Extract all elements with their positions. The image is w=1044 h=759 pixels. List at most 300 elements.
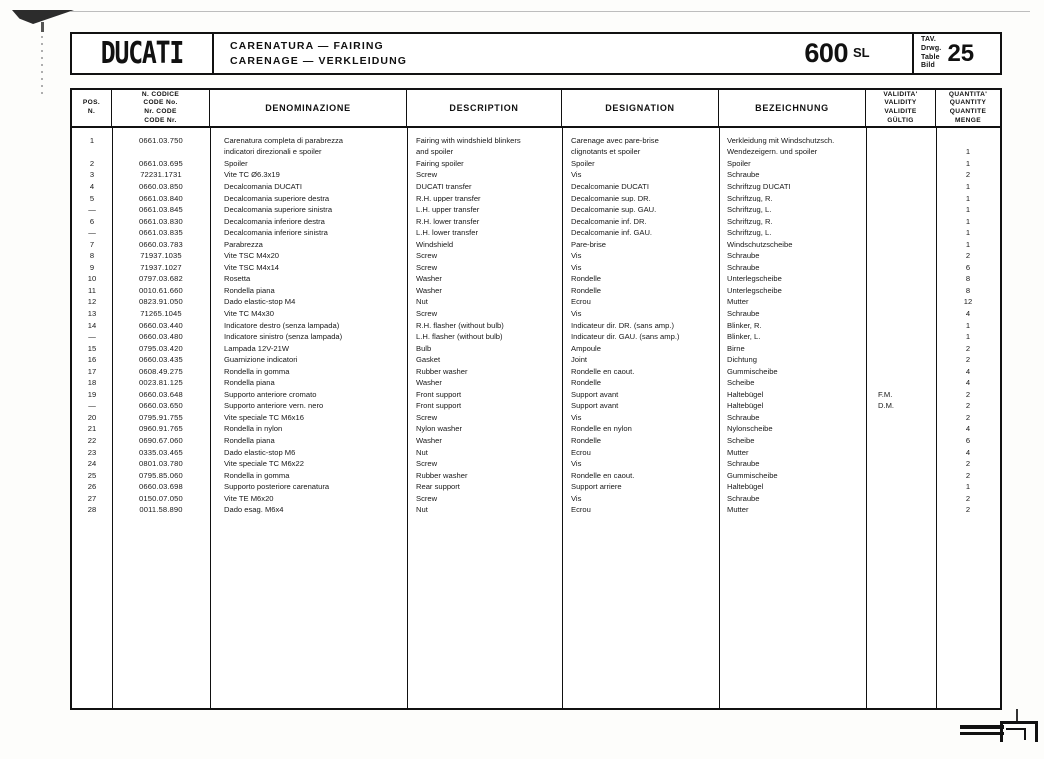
cell-designation: clignotants et spoiler [571,148,641,157]
table-number-labels [921,36,941,70]
cell-bezeichnung: Schriftzug, R. [727,217,773,226]
cell-denominazione: Vite TC Ø6.3x19 [224,171,280,180]
cell-part-code: 0661.03.840 [139,194,183,203]
cell-position: 28 [87,506,97,515]
cell-quantity: 2 [965,413,971,422]
cell-position: 2 [89,159,95,168]
cell-designation: Pare-brise [571,240,607,249]
cell-quantity: 1 [965,333,971,342]
table-row [72,505,1000,517]
cell-designation: Rondelle [571,437,601,445]
cell-position: 16 [87,356,97,365]
cell-position: 23 [87,448,97,457]
cell-designation: Carenage avec pare-brise [571,136,659,145]
table-row [72,147,1000,159]
cell-denominazione: Dado elastic-stop M6 [224,448,296,457]
cell-part-code: 0023.81.125 [139,379,183,388]
cell-part-code: 0690.67.060 [139,437,183,445]
table-row [72,193,1000,205]
cell-quantity: 2 [965,460,971,469]
table-body [72,128,1000,708]
cell-description: Rear support [416,483,460,492]
cell-designation: Spoiler [571,159,595,168]
cell-description: Screw [416,309,438,318]
table-number-block [914,34,1000,73]
table-row [72,308,1000,320]
cell-description: L.H. flasher (without bulb) [416,333,503,342]
cell-designation: Decalcomanie DUCATI [571,182,649,191]
printer-mark-icon [960,719,1036,741]
cell-part-code: 0661.03.695 [139,159,183,168]
cell-denominazione: Vite speciale TC M6x16 [224,413,304,422]
cell-bezeichnung: Mutter [727,506,749,515]
cell-bezeichnung: Schriftzug, L. [727,229,772,238]
cell-denominazione: Rondella in nylon [224,425,283,434]
cell-quantity: 1 [965,148,971,157]
cell-quantity: 4 [965,309,971,318]
parts-row-list [72,128,1000,516]
cell-description: Washer [416,379,442,388]
cell-bezeichnung: Mutter [727,448,749,457]
cell-quantity: 2 [965,344,971,353]
table-row [72,389,1000,401]
cell-description: Bulb [416,344,432,353]
cell-designation: Indicateur dir. DR. (sans amp.) [571,321,674,330]
cell-designation: Support avant [571,402,619,411]
table-row [72,181,1000,193]
cell-designation: Rondelle [571,275,601,284]
cell-description: Screw [416,171,438,180]
cell-description: Washer [416,437,442,445]
table-row [72,274,1000,286]
cell-designation: Vis [571,263,582,272]
cell-quantity: 8 [965,286,971,295]
cell-bezeichnung: Haltebügel [727,390,764,399]
cell-description: Rubber washer [416,367,468,376]
cell-description: Front support [416,402,462,411]
cell-quantity: 2 [965,390,971,399]
cell-description: Nut [416,298,428,307]
cell-bezeichnung: Mutter [727,298,749,307]
cell-part-code: 72231.1731 [140,171,182,180]
cell-description: L.H. upper transfer [416,206,480,215]
cell-denominazione: Parabrezza [224,240,263,249]
cell-denominazione: Supporto posteriore carenatura [224,483,330,492]
cell-quantity: 12 [963,298,973,307]
cell-position: 21 [87,425,97,434]
table-row [72,366,1000,378]
cell-denominazione: Spoiler [224,159,248,168]
column-header-code [112,90,210,126]
cell-denominazione: Vite TSC M4x20 [224,252,280,261]
cell-denominazione: Decalcomania inferiore destra [224,217,325,226]
cell-part-code: 0797.03.682 [139,275,183,284]
cell-description: Nylon washer [416,425,463,434]
cell-bezeichnung: Schriftzug, L. [727,206,772,215]
cell-denominazione: Carenatura completa di parabrezza [224,136,344,145]
cell-quantity: 2 [965,471,971,480]
table-row [72,424,1000,436]
table-row [72,401,1000,413]
cell-designation: Joint [571,356,588,365]
code-label-it: N. CODICE [141,90,180,98]
cell-bezeichnung: Schraube [727,494,760,503]
cell-denominazione: Rondella piana [224,379,275,388]
scan-artifact-dots [41,36,43,96]
cell-position: 27 [87,494,97,503]
cell-description: R.H. lower transfer [416,217,480,226]
model-designation [762,34,914,73]
cell-position: 11 [88,286,96,295]
table-number-value: 25 [947,39,975,67]
cell-designation: Decalcomanie sup. GAU. [571,206,657,215]
title-line-italian-english: CARENATURA — FAIRING [230,39,384,52]
cell-designation: Vis [571,252,582,261]
cell-bezeichnung: Unterlegscheibe [727,275,782,284]
cell-part-code: 0795.03.420 [139,344,183,353]
cell-description: R.H. flasher (without bulb) [416,321,504,330]
cell-bezeichnung: Unterlegscheibe [727,286,782,295]
table-row [72,458,1000,470]
cell-designation: Ecrou [571,506,591,515]
cell-position: 22 [87,437,97,445]
page-top-rule [70,11,1030,12]
cell-part-code: 0660.03.480 [139,333,183,342]
cell-designation: Vis [571,413,582,422]
cell-bezeichnung: Schraube [727,460,760,469]
scan-artifact-tail [41,22,44,32]
cell-position: 25 [87,471,97,480]
pos-label-1: POS. [82,99,101,107]
cell-part-code: 71937.1027 [140,263,182,272]
table-row [72,377,1000,389]
cell-position: 20 [87,413,97,422]
cell-denominazione: Supporto anteriore cromato [224,390,317,399]
document-header [70,32,1002,75]
cell-denominazione: Vite speciale TC M6x22 [224,460,304,469]
cell-denominazione: Rondella in gomma [224,367,290,376]
cell-quantity: 4 [965,448,971,457]
cell-denominazione: Vite TE M6x20 [224,494,274,503]
cell-designation: Ecrou [571,448,591,457]
cell-denominazione: Decalcomania superiore destra [224,194,330,203]
cell-bezeichnung: Gummischeibe [727,367,778,376]
table-row [72,297,1000,309]
cell-description: Nut [416,506,428,515]
cell-designation: Rondelle en caout. [571,367,635,376]
cell-denominazione: Decalcomania inferiore sinistra [224,229,328,238]
code-label-en: CODE No. [143,99,178,107]
cell-part-code: 71937.1035 [140,252,182,261]
cell-designation: Decalcomanie inf. DR. [571,217,647,226]
cell-validity: F.M. [878,390,893,399]
cell-position: 14 [87,321,97,330]
cell-bezeichnung: Blinker, R. [727,321,762,330]
column-header-designation: DESIGNATION [562,90,719,126]
column-header-description: DESCRIPTION [407,90,562,126]
table-column-headers [72,90,1000,128]
cell-part-code: 0801.03.780 [139,460,183,469]
ducati-logo [72,34,214,73]
cell-quantity: 1 [965,206,971,215]
cell-position: 17 [87,367,97,376]
table-row [72,227,1000,239]
cell-description: Nut [416,448,428,457]
cell-position: 9 [89,263,95,272]
cell-position: 8 [89,252,95,261]
table-row [72,135,1000,147]
cell-quantity: 2 [965,171,971,180]
cell-bezeichnung: Scheibe [727,379,755,388]
cell-quantity: 1 [965,321,971,330]
cell-denominazione: indicatori direzionali e spoiler [224,148,322,157]
cell-bezeichnung: Blinker, L. [727,333,761,342]
cell-bezeichnung: Schraube [727,309,760,318]
parts-table [70,88,1002,710]
label-table: Table [921,53,940,61]
cell-description: Windshield [416,240,454,249]
cell-denominazione: Decalcomania superiore sinistra [224,206,333,215]
cell-part-code: 0661.03.830 [139,217,183,226]
cell-quantity: 1 [965,159,971,168]
cell-description: Fairing with windshield blinkers [416,136,521,145]
cell-bezeichnung: Windschutzscheibe [727,240,793,249]
cell-designation: Ecrou [571,298,591,307]
cell-quantity: 8 [965,275,971,284]
cell-denominazione: Rosetta [224,275,251,284]
cell-quantity: 6 [965,263,971,272]
column-header-validity [866,90,936,126]
cell-description: Washer [416,286,442,295]
cell-position: 18 [87,379,97,388]
table-row [72,354,1000,366]
cell-description: Front support [416,390,462,399]
quantity-label-it: QUANTITA' [948,90,988,98]
quantity-label-de: MENGE [955,116,981,124]
pos-label-2: N. [87,108,96,115]
table-row [72,481,1000,493]
cell-position: 6 [89,217,95,226]
cell-bezeichnung: Haltebügel [727,402,764,411]
quantity-label-en: QUANTITY [949,99,987,107]
validity-label-fr: VALIDITE [884,108,917,115]
model-suffix: SL [852,45,870,60]
table-row [72,250,1000,262]
cell-part-code: 0660.03.440 [139,321,183,330]
table-row [72,170,1000,182]
cell-description: Washer [416,275,442,284]
cell-position: 24 [87,460,97,469]
cell-denominazione: Rondella piana [224,286,275,295]
cell-bezeichnung: Verkleidung mit Windschutzsch. [727,136,835,145]
cell-part-code: 71265.1045 [140,309,182,318]
cell-part-code: 0795.85.060 [139,471,183,480]
cell-bezeichnung: Schriftzug, R. [727,194,773,203]
table-row [72,493,1000,505]
cell-part-code: 0011.58.890 [139,506,183,515]
cell-position: 10 [87,275,97,284]
cell-validity: D.M. [878,402,895,411]
table-row [72,435,1000,447]
cell-designation: Vis [571,494,582,503]
cell-description: and spoiler [416,148,454,157]
cell-denominazione: Decalcomania DUCATI [224,182,302,191]
cell-denominazione: Supporto anteriore vern. nero [224,402,324,411]
cell-designation: Vis [571,460,582,469]
cell-designation: Rondelle en caout. [571,471,635,480]
validity-label-de: GÜLTIG [887,116,914,124]
cell-position: — [88,206,96,215]
cell-position: — [88,333,96,342]
column-header-quantity [936,90,1000,126]
code-label-fr: CODE Nr. [144,116,177,124]
title-line-french-german: CARENAGE — VERKLEIDUNG [230,54,408,67]
cell-designation: Indicateur dir. GAU. (sans amp.) [571,333,680,342]
cell-quantity: 2 [965,506,971,515]
table-row [72,204,1000,216]
cell-bezeichnung: Dichtung [727,356,757,365]
cell-quantity: 1 [965,483,971,492]
quantity-label-fr: QUANTITE [949,108,987,115]
table-row [72,262,1000,274]
cell-denominazione: Rondella piana [224,437,275,445]
cell-part-code: 0335.03.465 [139,448,183,457]
cell-quantity: 4 [965,425,971,434]
cell-bezeichnung: Schraube [727,263,760,272]
cell-bezeichnung: Schraube [727,413,760,422]
cell-part-code: 0661.03.845 [139,206,183,215]
cell-part-code: 0795.91.755 [139,413,183,422]
table-row [72,158,1000,170]
cell-quantity: 2 [965,356,971,365]
cell-quantity: 1 [965,229,971,238]
cell-part-code: 0960.91.765 [139,425,183,434]
cell-description: Rubber washer [416,471,468,480]
cell-denominazione: Guarnizione indicatori [224,356,298,365]
cell-part-code: 0660.03.698 [139,483,183,492]
cell-position: — [88,229,96,238]
cell-description: Screw [416,494,438,503]
cell-description: L.H. lower transfer [416,229,479,238]
model-number: 600 [804,38,848,68]
cell-description: DUCATI transfer [416,182,472,191]
cell-part-code: 0823.91.050 [139,298,183,307]
table-row [72,285,1000,297]
cell-quantity: 1 [965,217,971,226]
cell-bezeichnung: Haltebügel [727,483,764,492]
label-tav: TAV. [921,36,937,44]
cell-part-code: 0660.03.850 [139,182,183,191]
validity-label-en: VALIDITY [884,99,917,107]
table-row [72,343,1000,355]
cell-description: R.H. upper transfer [416,194,481,203]
cell-position: 12 [87,298,97,307]
column-header-pos [72,90,112,126]
validity-label-it: VALIDITA' [883,90,918,98]
cell-quantity: 1 [965,182,971,191]
table-row [72,447,1000,459]
cell-denominazione: Vite TC M4x30 [224,309,274,318]
cell-part-code: 0661.03.835 [139,229,183,238]
cell-description: Screw [416,460,438,469]
cell-bezeichnung: Scheibe [727,437,755,445]
page-edge-tick [1016,709,1018,721]
cell-bezeichnung: Nylonscheibe [727,425,773,434]
cell-part-code: 0010.61.660 [139,286,183,295]
cell-position: 1 [89,136,95,145]
cell-position: 3 [89,171,95,180]
cell-bezeichnung: Schraube [727,252,760,261]
cell-part-code: 0150.07.050 [139,494,183,503]
column-header-denominazione: DENOMINAZIONE [210,90,407,126]
cell-description: Screw [416,263,438,272]
cell-denominazione: Indicatore destro (senza lampada) [224,321,340,330]
cell-description: Screw [416,252,438,261]
cell-quantity: 1 [965,240,971,249]
cell-part-code: 0660.03.783 [139,240,183,249]
cell-quantity: 4 [965,379,971,388]
label-bild: Bild [921,62,936,70]
table-row [72,470,1000,482]
cell-designation: Rondelle [571,379,601,388]
code-label-de: Nr. CODE [144,108,177,115]
cell-designation: Ampoule [571,344,601,353]
cell-quantity: 1 [965,194,971,203]
cell-position: 5 [89,194,95,203]
cell-quantity: 2 [965,402,971,411]
cell-part-code: 0660.03.648 [139,390,183,399]
table-row [72,239,1000,251]
table-row [72,216,1000,228]
cell-bezeichnung: Birne [727,344,745,353]
table-row [72,412,1000,424]
cell-designation: Rondelle [571,286,601,295]
cell-bezeichnung: Gummischeibe [727,471,778,480]
cell-designation: Decalcomanie sup. DR. [571,194,651,203]
cell-part-code: 0608.49.275 [139,367,183,376]
cell-position: 15 [87,344,97,353]
cell-bezeichnung: Schraube [727,171,760,180]
table-row [72,320,1000,332]
cell-quantity: 2 [965,494,971,503]
cell-position: 13 [87,309,97,318]
cell-position: 7 [89,240,95,249]
cell-part-code: 0660.03.435 [139,356,183,365]
cell-designation: Rondelle en nylon [571,425,632,434]
ducati-wordmark: DUCATI [100,35,184,71]
cell-position: — [88,402,96,411]
cell-description: Screw [416,413,438,422]
cell-denominazione: Dado esag. M6x4 [224,506,284,515]
cell-quantity: 4 [965,367,971,376]
header-titles [214,34,762,73]
label-drwg: Drwg. [921,44,942,52]
cell-denominazione: Lampada 12V-21W [224,344,290,353]
cell-description: Gasket [416,356,441,365]
cell-designation: Vis [571,171,582,180]
cell-quantity: 2 [965,252,971,261]
cell-part-code: 0661.03.750 [139,136,183,145]
cell-bezeichnung: Wendezeigern. und spoiler [727,148,818,157]
cell-designation: Vis [571,309,582,318]
column-header-bezeichnung: BEZEICHNUNG [719,90,866,126]
cell-bezeichnung: Schriftzug DUCATI [727,182,791,191]
table-row [72,331,1000,343]
cell-denominazione: Indicatore sinistro (senza lampada) [224,333,343,342]
cell-position: 19 [87,390,97,399]
cell-denominazione: Rondella in gomma [224,471,290,480]
cell-designation: Decalcomanie inf. GAU. [571,229,653,238]
